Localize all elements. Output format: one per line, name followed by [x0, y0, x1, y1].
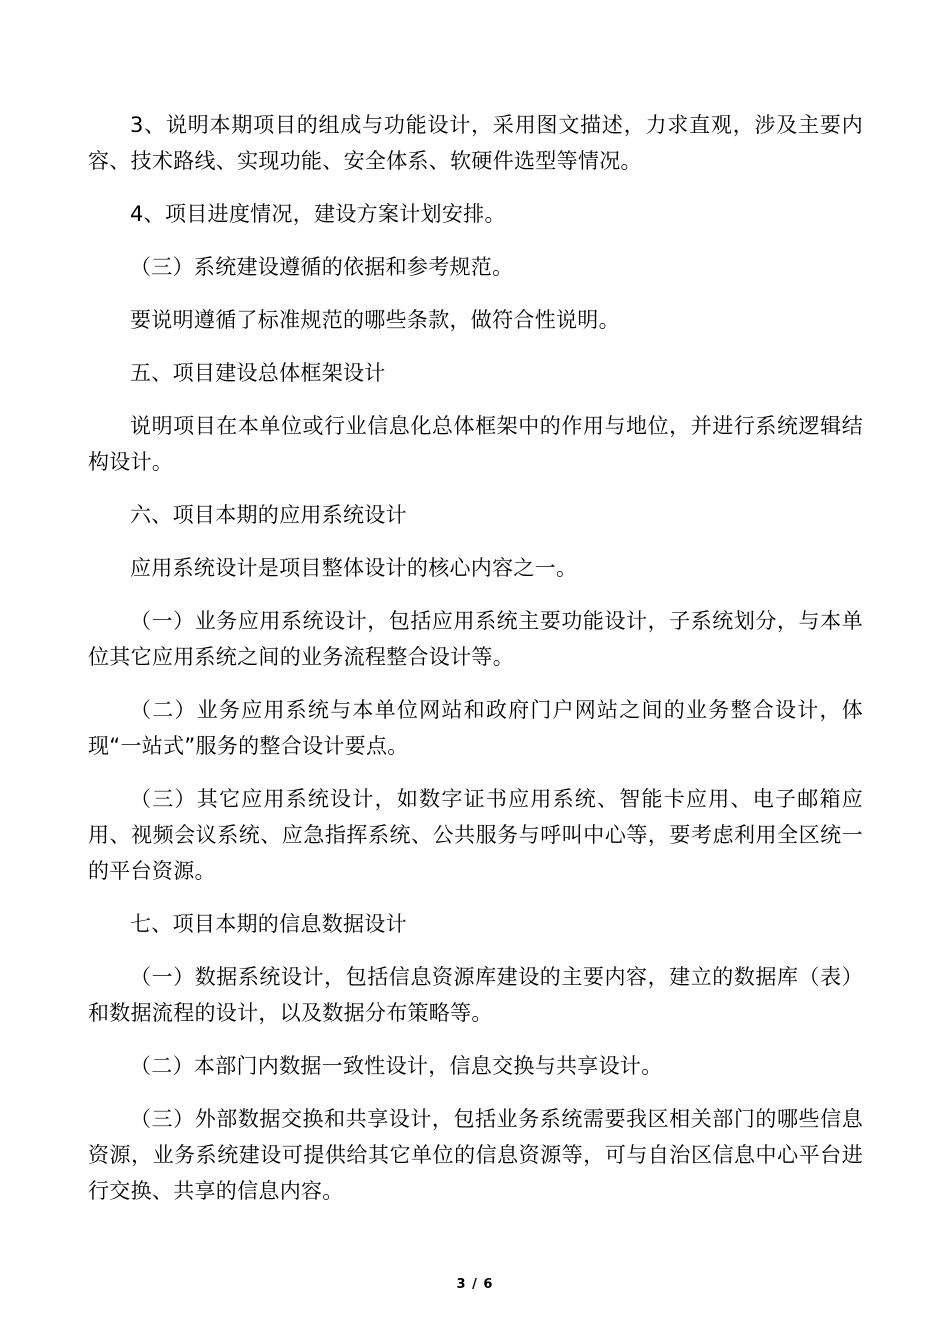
- paragraph-app-sub-2: （二）业务应用系统与本单位网站和政府门户网站之间的业务整合设计，体现“一站式”服务的整合设计要点。: [88, 698, 863, 758]
- page-number: 3 / 6: [456, 1277, 494, 1292]
- paragraph-app-sub-3: （三）其它应用系统设计，如数字证书应用系统、智能卡应用、电子邮箱应用、视频会议系统、应急指挥系统、公共服务与呼叫中心等，要考虑利用全区统一的平台资源。: [88, 787, 863, 883]
- section-heading-5: 五、项目建设总体框架设计: [130, 361, 386, 385]
- section-heading-6: 六、项目本期的应用系统设计: [130, 503, 407, 527]
- paragraph-standards: 要说明遵循了标准规范的哪些条款，做符合性说明。: [130, 308, 620, 332]
- paragraph-app-sub-1: （一）业务应用系统设计，包括应用系统主要功能设计，子系统划分，与本单位其它应用系统之间的业务流程整合设计等。: [88, 609, 863, 669]
- paragraph-data-sub-2: （二）本部门内数据一致性设计，信息交换与共享设计。: [130, 1054, 663, 1078]
- paragraph-data-sub-3: （三）外部数据交换和共享设计，包括业务系统需要我区相关部门的哪些信息资源，业务系统建设可提供给其它单位的信息资源等，可与自治区信息中心平台进行交换、共享的信息内容。: [88, 1107, 863, 1203]
- document-body: [88, 107, 863, 1226]
- paragraph-framework: 说明项目在本单位或行业信息化总体框架中的作用与地位，并进行系统逻辑结构设计。: [88, 414, 863, 474]
- paragraph-data-sub-1: （一）数据系统设计，包括信息资源库建设的主要内容，建立的数据库（表）和数据流程的设计，以及数据分布策略等。: [88, 965, 863, 1025]
- paragraph-item-3: 3、说明本期项目的组成与功能设计，采用图文描述，力求直观，涉及主要内容、技术路线、实现功能、安全体系、软硬件选型等情况。: [88, 113, 863, 173]
- paragraph-item-4: 4、项目进度情况，建设方案计划安排。: [130, 202, 506, 226]
- section-heading-standards: （三）系统建设遵循的依据和参考规范。: [130, 255, 514, 279]
- paragraph-app-design: 应用系统设计是项目整体设计的核心内容之一。: [130, 556, 578, 580]
- section-heading-7: 七、项目本期的信息数据设计: [130, 912, 407, 936]
